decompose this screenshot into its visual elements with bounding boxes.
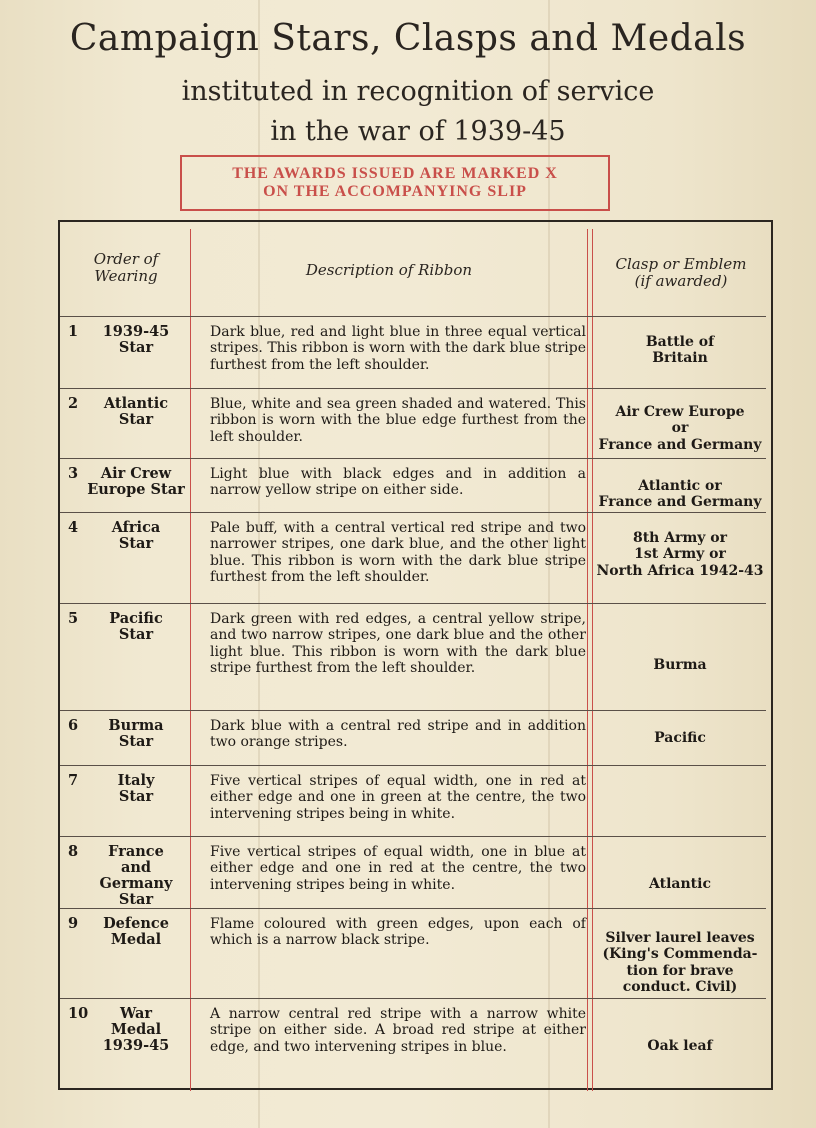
ribbon-description: A narrow central red stripe with a narrow white stripe on either side. A broad red stripe at either edge, and two intervening stripes in blue. xyxy=(210,1006,586,1055)
header-description: Description of Ribbon xyxy=(305,261,473,279)
row-divider xyxy=(60,836,766,837)
column-divider-2a xyxy=(587,229,588,1091)
order-number: 2 xyxy=(68,395,79,412)
order-cell xyxy=(68,718,190,750)
ribbon-description: Flame coloured with green edges, upon each of which is a narrow black stripe. xyxy=(210,916,586,949)
order-cell xyxy=(68,916,190,948)
award-name: War Medal 1939-45 xyxy=(102,1005,170,1054)
award-name: Air Crew Europe Star xyxy=(87,465,185,498)
column-divider-2b xyxy=(592,229,593,1091)
ribbon-description: Five vertical stripes of equal width, one in blue at either edge and one in red at the centre, the two intervening stripes being in white. xyxy=(210,844,586,893)
order-cell xyxy=(68,324,190,356)
order-number: 1 xyxy=(68,323,79,340)
subtitle-line-2: in the war of 1939-45 xyxy=(270,116,566,147)
header-clasp: Clasp or Emblem (if awarded) xyxy=(615,255,747,290)
order-number: 7 xyxy=(68,772,79,789)
row-divider xyxy=(60,512,766,513)
stamp-line-1: THE AWARDS ISSUED ARE MARKED X xyxy=(232,165,558,182)
row-divider xyxy=(60,458,766,459)
order-number: 4 xyxy=(68,519,79,536)
order-cell xyxy=(68,611,190,643)
subtitle-line-1: instituted in recognition of service xyxy=(181,76,655,107)
clasp-or-emblem: Battle of Britain xyxy=(645,334,715,367)
award-name: Burma Star xyxy=(108,717,164,750)
order-cell xyxy=(68,1006,190,1054)
ribbon-description: Blue, white and sea green shaded and watered. This ribbon is worn with the blue edge furthest from the left shoulder. xyxy=(210,396,586,445)
header-order-of-wearing: Order of Wearing xyxy=(93,250,159,285)
row-divider xyxy=(60,710,766,711)
award-name: Africa Star xyxy=(111,519,161,552)
ribbon-description: Dark blue, red and light blue in three equal vertical stripes. This ribbon is worn with the dark blue stripe furthest from the left shoulder. xyxy=(210,324,586,373)
clasp-or-emblem: Oak leaf xyxy=(647,1038,713,1054)
column-divider-1 xyxy=(190,229,191,1091)
clasp-or-emblem: Silver laurel leaves (King's Commenda- tion for brave conduct. Civil) xyxy=(602,930,758,996)
clasp-or-emblem: Atlantic xyxy=(649,876,711,892)
row-divider xyxy=(60,765,766,766)
page-title: Campaign Stars, Clasps and Medals xyxy=(69,18,747,59)
order-number: 3 xyxy=(68,465,79,482)
award-name: 1939-45 Star xyxy=(102,323,170,356)
row-divider xyxy=(60,316,766,317)
order-cell xyxy=(68,773,190,805)
order-number: 9 xyxy=(68,915,79,932)
ribbon-description: Five vertical stripes of equal width, one in red at either edge and one in green at the centre, the two intervening stripes being in white. xyxy=(210,773,586,822)
row-divider xyxy=(60,998,766,999)
order-number: 6 xyxy=(68,717,79,734)
order-number: 10 xyxy=(68,1005,89,1022)
award-name: France and Germany Star xyxy=(99,843,173,908)
row-divider xyxy=(60,388,766,389)
ribbon-description: Light blue with black edges and in addition a narrow yellow stripe on either side. xyxy=(210,466,586,499)
ribbon-description: Dark blue with a central red stripe and in addition two orange stripes. xyxy=(210,718,586,751)
award-name: Italy Star xyxy=(117,772,155,805)
row-divider xyxy=(60,908,766,909)
order-cell xyxy=(68,844,190,908)
clasp-or-emblem: Pacific xyxy=(654,730,706,746)
clasp-or-emblem: Atlantic or France and Germany xyxy=(598,478,762,511)
clasp-or-emblem: Air Crew Europe or France and Germany xyxy=(598,404,762,453)
clasp-or-emblem: 8th Army or 1st Army or North Africa 1942-43 xyxy=(596,530,764,579)
row-divider xyxy=(60,603,766,604)
award-name: Defence Medal xyxy=(103,915,169,948)
clasp-or-emblem: Burma xyxy=(653,657,707,673)
order-cell xyxy=(68,466,190,498)
order-number: 8 xyxy=(68,843,79,860)
awards-stamp xyxy=(180,155,610,211)
order-number: 5 xyxy=(68,610,79,627)
order-cell xyxy=(68,520,190,552)
stamp-line-2: ON THE ACCOMPANYING SLIP xyxy=(263,183,527,200)
award-name: Atlantic Star xyxy=(103,395,169,428)
ribbon-description: Dark green with red edges, a central yellow stripe, and two narrow stripes, one dark blue and the other light blue. This ribbon is worn with the dark blue stripe furthest from the left shoulder. xyxy=(210,611,586,677)
award-name: Pacific Star xyxy=(109,610,163,643)
order-cell xyxy=(68,396,190,428)
ribbon-description: Pale buff, with a central vertical red stripe and two narrower stripes, one dark blue, and the other light blue. This ribbon is worn with the dark blue stripe furthest from the left shoulder. xyxy=(210,520,586,586)
